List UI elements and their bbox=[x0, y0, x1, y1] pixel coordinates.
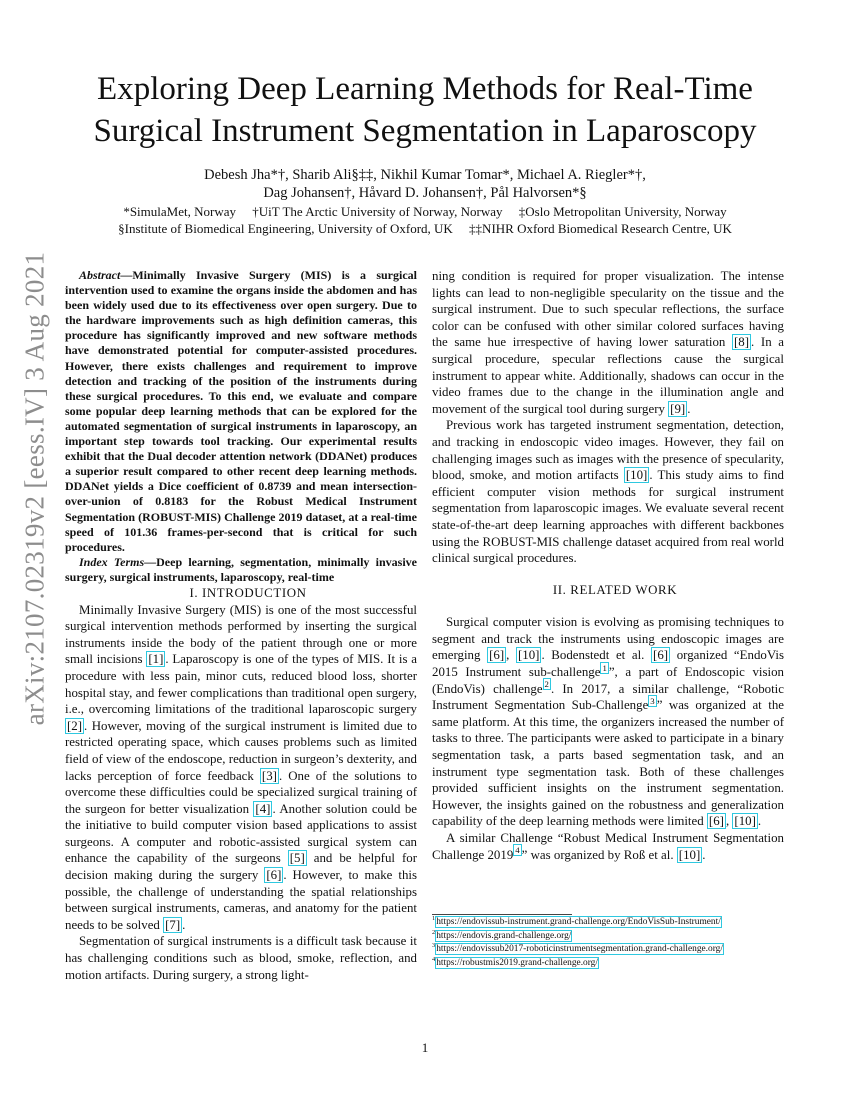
citation-link[interactable]: [8] bbox=[734, 335, 750, 350]
section-heading-related-work: II. RELATED WORK bbox=[552, 582, 678, 597]
related-paragraph-2: A similar Challenge “Robust Medical Instrument Segmentation Challenge 2019 $^4$ ” was organized by Roß et al. [10] . bbox=[432, 831, 784, 862]
section-heading-introduction: I. INTRODUCTION bbox=[189, 585, 307, 600]
citation-link[interactable]: [6] bbox=[653, 648, 669, 663]
footnote-item bbox=[432, 944, 786, 956]
citation-link[interactable]: [3] bbox=[261, 768, 277, 783]
footnote-number: 3 bbox=[432, 942, 436, 950]
footnote-number: 4 bbox=[432, 955, 436, 963]
index-terms-label: Index Terms bbox=[79, 554, 145, 569]
affiliations bbox=[60, 203, 790, 237]
footnotes bbox=[432, 914, 786, 971]
index-terms-text: —Deep learning, segmentation, minimally invasive surgery, surgical instruments, laparoscopy, real-time bbox=[65, 554, 417, 584]
authors-line-1: Debesh Jha*†, Sharib Ali§‡‡, Nikhil Kumar Tomar*, Michael A. Riegler*†, bbox=[204, 167, 646, 183]
affiliation-line-2: §Institute of Biomedical Engineering, University of Oxford, UK ‡‡NIHR Oxford Biomedical Research Centre, UK bbox=[118, 221, 732, 236]
footnote-marker[interactable]: 4 bbox=[515, 845, 520, 856]
footnote-number: 1 bbox=[432, 914, 436, 922]
abstract bbox=[65, 268, 417, 555]
footnote-item bbox=[432, 914, 786, 929]
right-column bbox=[432, 268, 784, 863]
footnote-item bbox=[432, 928, 786, 943]
left-column bbox=[65, 268, 417, 983]
footnote-marker[interactable]: 3 bbox=[650, 695, 655, 706]
citation-link[interactable]: [7] bbox=[165, 917, 181, 932]
intro-paragraph-3: ning condition is required for proper visualization. The intense lights can lead to non-negligible specularity on the tissue and the surgical instrument. Due to such specular reflections, the surface color can be confused with other similar colored surfaces having the same hue irrespective of having lower saturation [8] . In a surgical procedure, specular reflections cause the surgical instrument to appear white. Additionally, shadows can occur in the video frames due to the change in the illumination angle and movement of the surgical tool during surgery [9] . bbox=[432, 269, 784, 416]
authors-line-2: Dag Johansen†, Håvard D. Johansen†, Pål Halvorsen*§ bbox=[263, 185, 587, 201]
footnote-item bbox=[432, 955, 786, 970]
footnote-list bbox=[432, 914, 786, 969]
citation-link[interactable]: [10] bbox=[678, 847, 701, 862]
citation-link[interactable]: [1] bbox=[148, 652, 164, 667]
abstract-text: —Minimally Invasive Surgery (MIS) is a surgical intervention used to examine the organs inside the abdomen and has been widely used due to its effectiveness over open surgery. Due to the hardware improvements such as high definition cameras, this procedure has significantly improved and new software methods have demonstrated potential for computer-assisted procedures. However, there exists challenges and requirement to improve detection and tracking of the position of the instruments during these surgical procedures. To this end, we evaluate and compare some popular deep learning methods that can be explored for the automated segmentation of surgical instruments in laparoscopy, an important step towards tool tracking. Our experimental results exhibit that the Dual decoder attention network (DDANet) produces a superior result compared to other recent deep learning methods. DDANet yields a Dice coefficient of 0.8739 and mean intersection-over-union of 0.8183 for the Robust Medical Instrument Segmentation (ROBUST-MIS) Challenge 2019 dataset, at a real-time speed of 101.36 frames-per-second that is critical for such procedures. bbox=[65, 268, 417, 554]
page-number: 1 bbox=[421, 1040, 429, 1055]
citation-link[interactable]: [4] bbox=[255, 801, 271, 816]
citation-link[interactable]: [6] bbox=[708, 814, 724, 829]
citation-link[interactable]: [10] bbox=[734, 814, 756, 829]
arxiv-stamp bbox=[10, 251, 60, 725]
footnote-number: 2 bbox=[432, 928, 436, 936]
affiliation-line-1: *SimulaMet, Norway †UiT The Arctic University of Norway, Norway ‡Oslo Metropolitan University, Norway bbox=[123, 204, 727, 219]
intro-paragraph-1: Minimally Invasive Surgery (MIS) is one of the most successful surgical intervention methods performed by inserting the surgical instruments inside the body of the patient through one or more small incisions [1] . Laparoscopy is one of the types of MIS. It is a procedure with less pain, minor cuts, reduced blood loss, shorter hospital stay, and fewer complications than traditional open surgery, i.e., overcoming limitations of the traditional laparoscopic surgery [2] . However, moving of the surgical instrument is limited due to restricted operating space, which causes problems such as limited field of view of the endoscope, reduction in surgeon’s dexterity, and lacks perception of force feedback [3] . One of the solutions to overcome these difficulties could be specialized surgical training of the surgeon for better visualization [4] . Another solution could be the initiative to build computer vision based applications to assist surgeons. A computer and robotic-assisted surgical system can enhance the capability of the surgeons [5] and be helpful for decision making during the surgery [6] . However, to make this possible, the challenge of understanding the spatial relationships between surgical instruments, cameras, and anatomy for the patient needs to be solved [7] . bbox=[65, 602, 417, 932]
citation-link[interactable]: [6] bbox=[489, 648, 505, 663]
footnote-url-link[interactable]: https://endovis.grand-challenge.org/ bbox=[436, 930, 572, 941]
arxiv-stamp-text: arXiv:2107.02319v2 [eess.IV] 3 Aug 2021 bbox=[19, 251, 50, 725]
footnote-marker[interactable]: 1 bbox=[602, 662, 607, 673]
related-paragraph-1: Surgical computer vision is evolving as promising techniques to segment and track the instruments using endoscopic images are emerging [6] , [10] . Bodenstedt et al. [6] organized “EndoVis 2015 Instrument sub-challenge $^1$ ”, a part of Endoscopic vision (EndoVis) challenge $^2$ . In 2017, a similar challenge, “Robotic Instrument Segmentation Sub-Challenge $^3$ ” was organized at the same platform. At this time, the organizers increased the number of tasks to three. The participants were asked to participate in a binary segmentation task, a parts based segmentation task, and an instrument type segmentation task. Both of these challenges provided sufficient insights on the instrument segmentation. However, the insights gained on the robustness and generalization capability of the deep learning methods were limited [6] , [10] . bbox=[432, 615, 784, 829]
footnote-url-link[interactable]: https://robustmis2019.grand-challenge.org/ bbox=[436, 957, 598, 968]
citation-link[interactable]: [5] bbox=[289, 851, 305, 866]
author-block bbox=[60, 166, 790, 202]
citation-link[interactable]: [2] bbox=[67, 718, 83, 733]
citation-link[interactable]: [9] bbox=[670, 401, 686, 416]
intro-paragraph-4: Previous work has targeted instrument segmentation, detection, and tracking in endoscopic video images. However, they fail on challenging images such as images with the presence of specularity, blood, smoke, and motion artifacts [10] . This study aims to find efficient computer vision methods for surgical instrument segmentation from laparoscopic images. We evaluate several recent state-of-the-art deep learning approaches with different backbones using the ROBUST-MIS challenge dataset acquired from real world clinical surgical procedures. bbox=[432, 418, 784, 566]
intro-paragraph-2: Segmentation of surgical instruments is a difficult task because it has challenging conditions such as blood, smoke, reflection, and motion artifacts. During surgery, a strong light- bbox=[65, 934, 417, 982]
citation-link[interactable]: [10] bbox=[625, 468, 648, 483]
citation-link[interactable]: [10] bbox=[517, 648, 540, 663]
footnote-rule bbox=[432, 914, 572, 915]
paper-title: Exploring Deep Learning Methods for Real-Time Surgical Instrument Segmentation in Laparoscopy bbox=[93, 71, 757, 149]
abstract-label: Abstract bbox=[79, 268, 121, 282]
footnote-url-link[interactable]: https://endovissub-instrument.grand-challenge.org/EndoVisSub-Instrument/ bbox=[436, 917, 721, 927]
footnote-url-link[interactable]: https://endovissub2017-roboticinstrumentsegmentation.grand-challenge.org/ bbox=[436, 944, 723, 955]
index-terms bbox=[65, 555, 417, 585]
footnote-marker[interactable]: 2 bbox=[544, 679, 549, 690]
citation-link[interactable]: [6] bbox=[266, 868, 282, 883]
